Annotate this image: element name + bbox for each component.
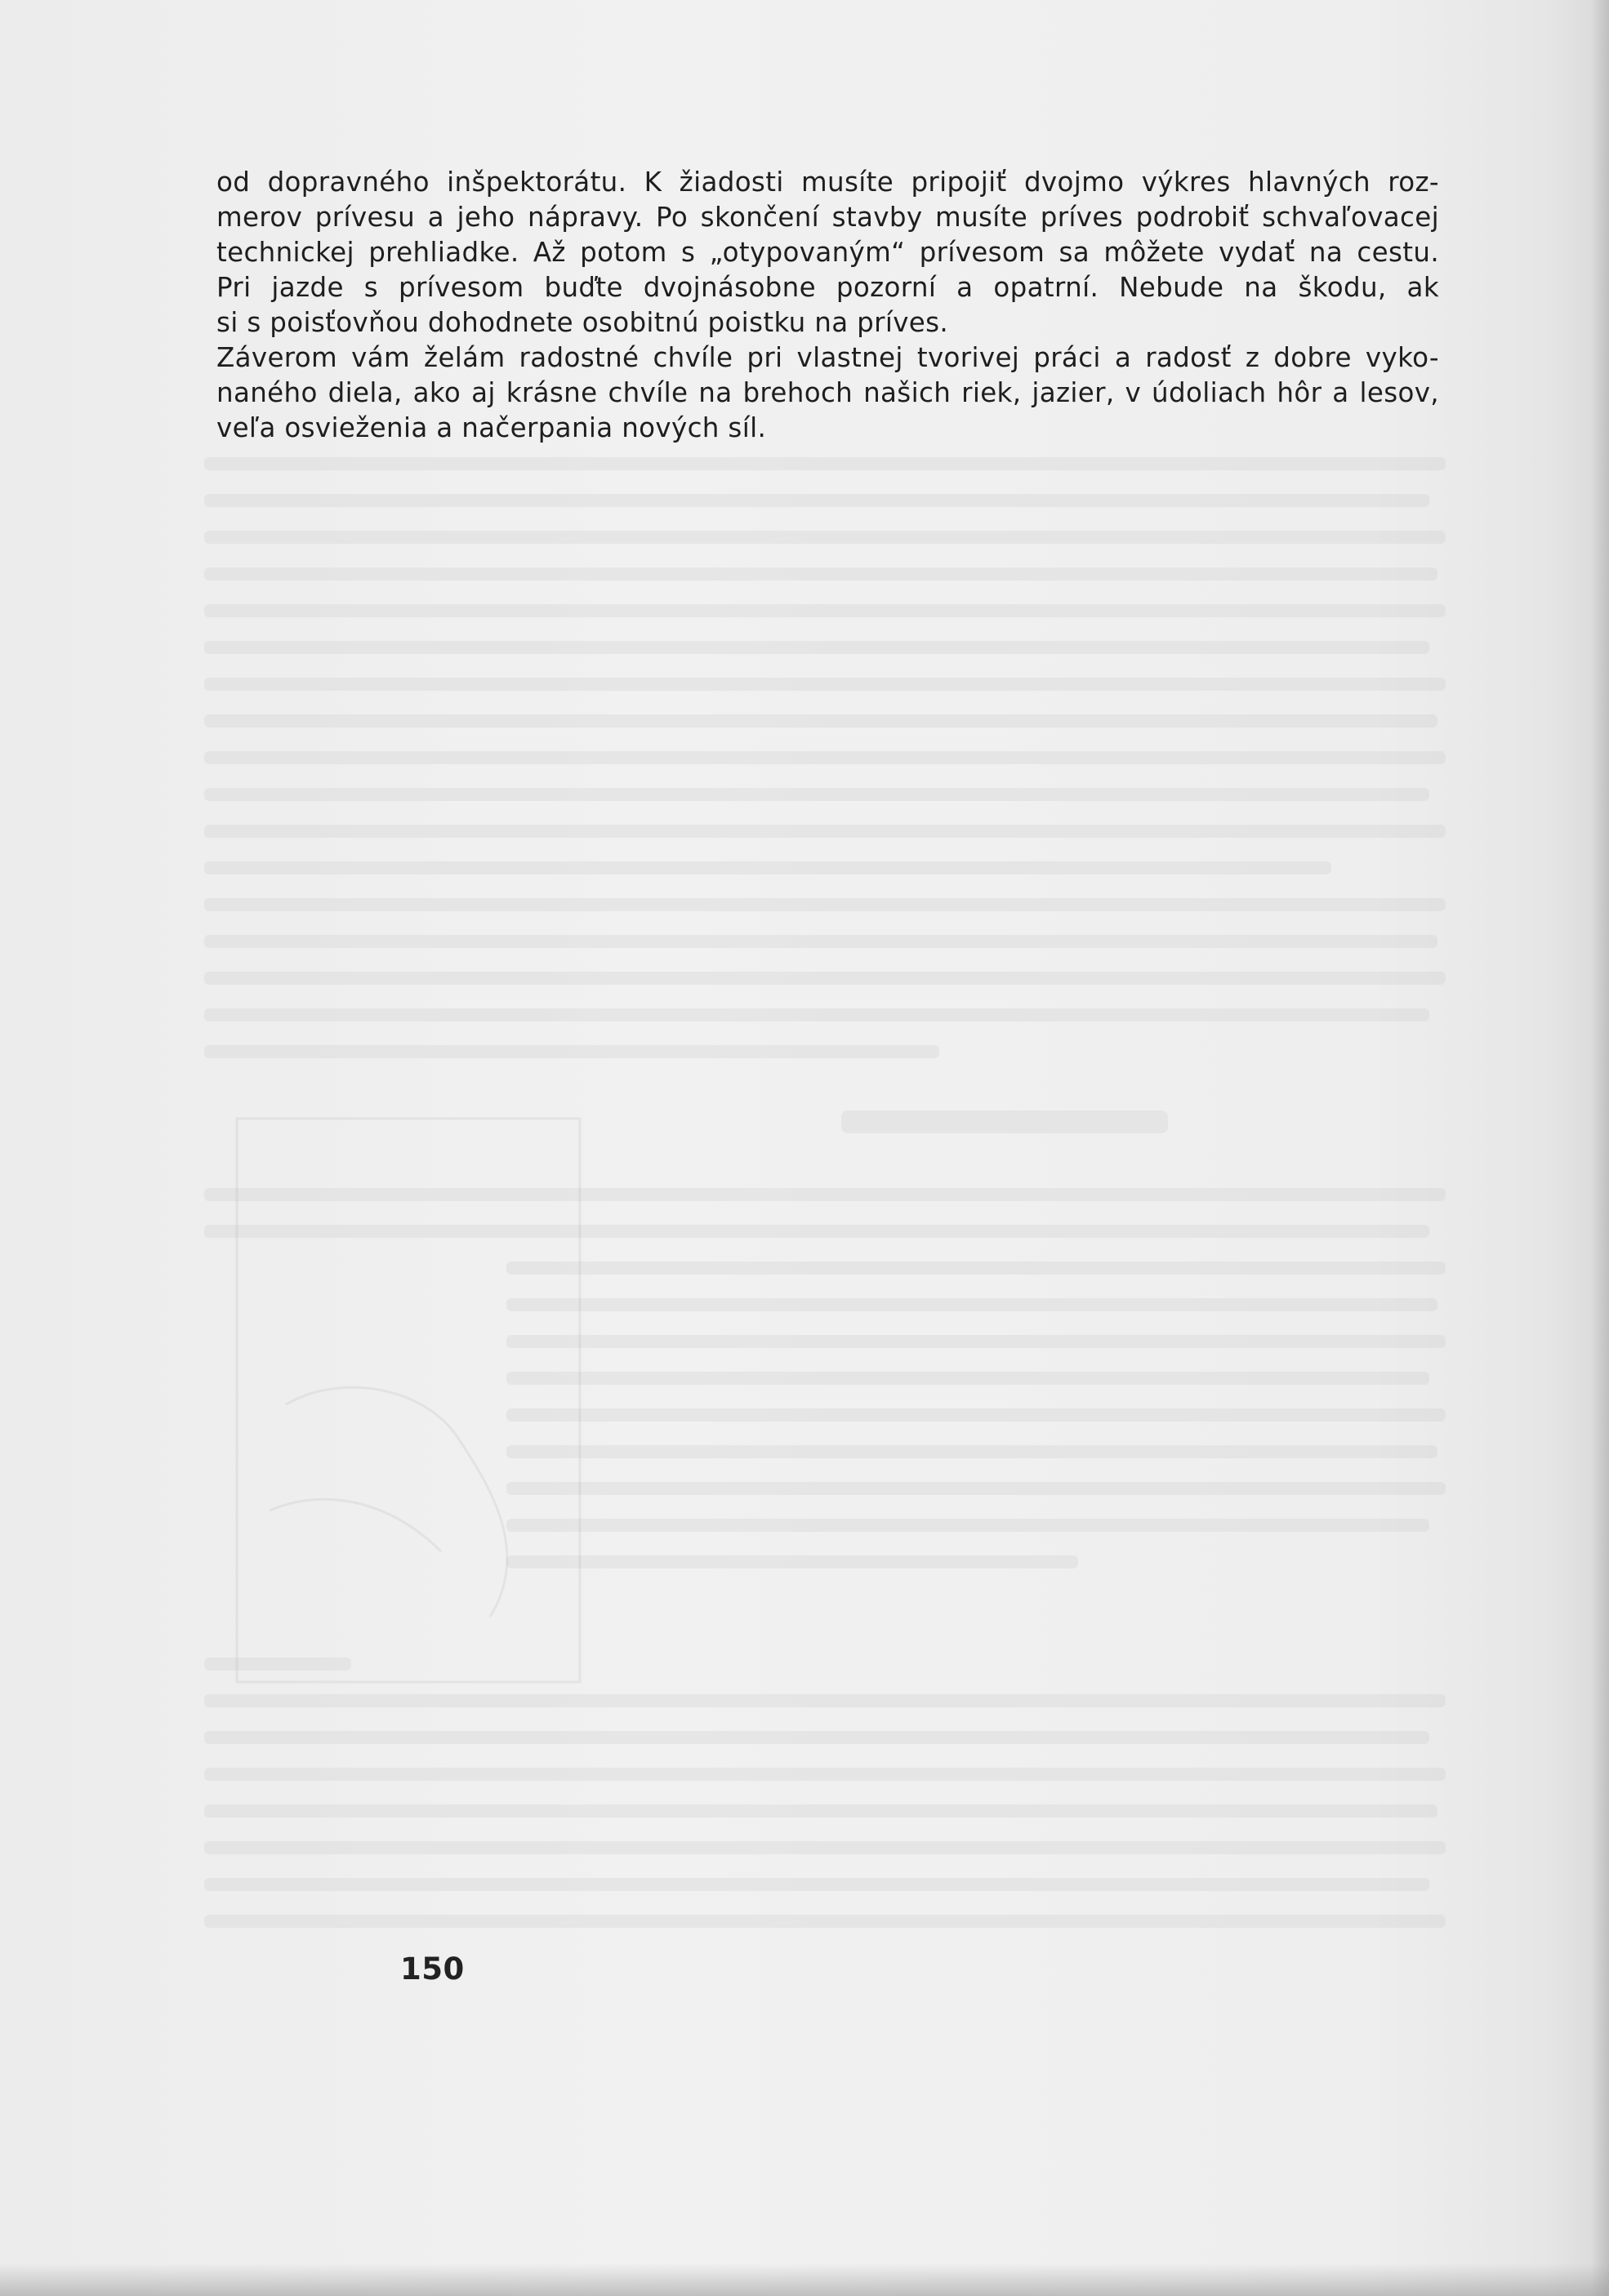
text-line: si s poisťovňou dohodnete osobitnú poistku na príves. [216, 307, 949, 338]
page-edge-shadow [1591, 0, 1609, 2296]
page-bottom-shadow [0, 2263, 1609, 2296]
text-line: Pri jazde s prívesom buďte dvojnásobne pozorní a opatrní. Nebude na škodu, ak [216, 272, 1439, 303]
text-line: merov prívesu a jeho nápravy. Po skončení stavby musíte príves podrobiť schvaľovacej [216, 202, 1439, 233]
body-text [216, 165, 1439, 446]
text-line: Záverom vám želám radostné chvíle pri vlastnej tvorivej práci a radosť z dobre vyko- [216, 342, 1439, 373]
text-line: technickej prehliadke. Až potom s „otypovaným“ prívesom sa môžete vydať na cestu. [216, 237, 1439, 268]
page-number: 150 [400, 1951, 465, 1987]
text-line: naného diela, ako aj krásne chvíle na brehoch našich riek, jazier, v údoliach hôr a lesov, [216, 377, 1439, 408]
text-line: veľa osvieženia a načerpania nových síl. [216, 412, 767, 443]
paragraph-trailer-conclusion [216, 165, 1439, 340]
text-line: od dopravného inšpektorátu. K žiadosti musíte pripojiť dvojmo výkres hlavných roz- [216, 167, 1439, 198]
paragraph-closing-wishes [216, 340, 1439, 446]
